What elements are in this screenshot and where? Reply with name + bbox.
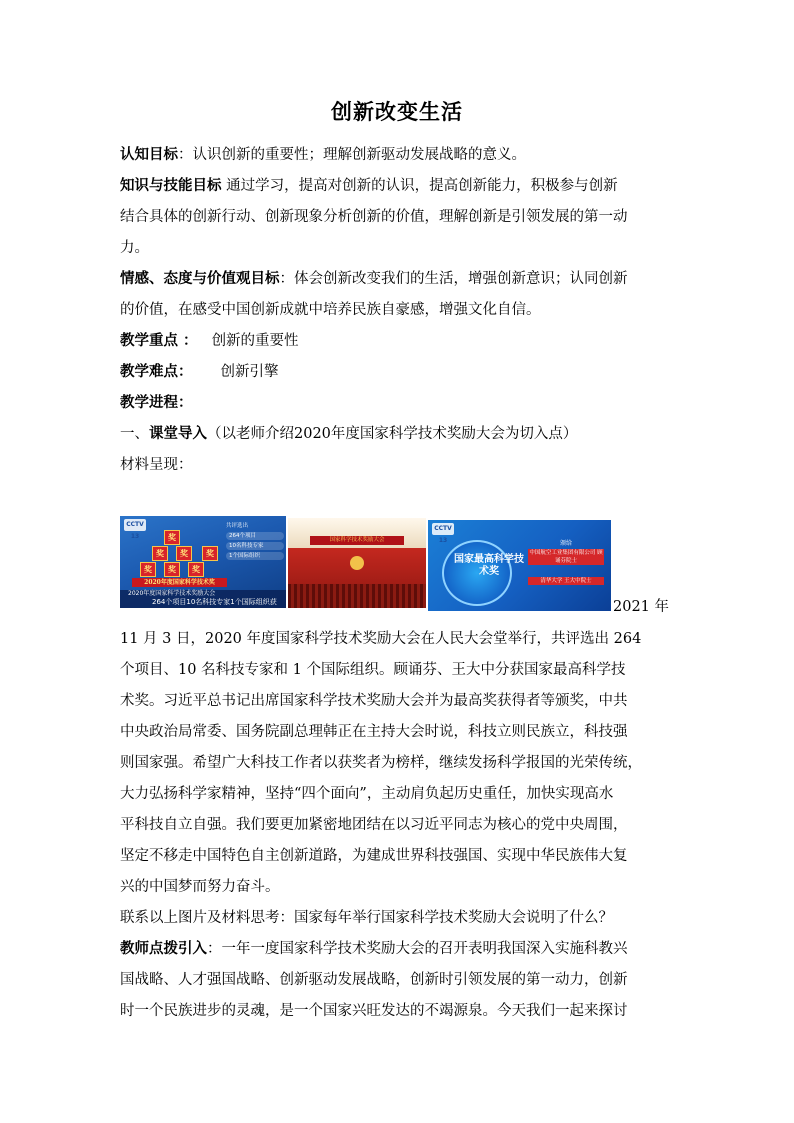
award-caption-line-2: 264个项目10名科技专家1个国际组织获 [152, 598, 277, 606]
section-1-note: （以老师介绍2020年度国家科学技术奖励大会为切入点） [207, 426, 578, 442]
award-caption-line-1: 2020年度国家科学技术奖励大会 [128, 590, 216, 597]
body-line-3: 术奖。习近平总书记出席国家科学技术奖励大会并为最高奖获得者等颁奖，中共 [120, 693, 628, 709]
teacher-guidance-line-1: ：一年一度国家科学技术奖励大会的召开表明我国深入实施科教兴 [207, 941, 628, 957]
emotion-goal-label: 情感、态度与价值观目标 [120, 270, 280, 287]
emotion-goal [120, 270, 676, 288]
key-point [120, 332, 676, 350]
body-line-9: 兴的中国梦而努力奋斗。 [120, 879, 280, 895]
award-stat-item: 1个国际组织 [226, 552, 284, 560]
teacher-guidance [120, 940, 676, 958]
award-banner: 2020年度国家科学技术奖 [132, 578, 227, 587]
recipients-head: 颁给 [559, 540, 572, 547]
body-line-0: 2021 年 [613, 599, 670, 615]
cctv-logo: CCTV 13 [432, 523, 454, 535]
teacher-guidance-line-3: 时一个民族进步的灵魂，是一个国家兴旺发达的不竭源泉。今天我们一起来探讨 [120, 1003, 628, 1019]
hall-seats [288, 584, 426, 608]
award-stamp-icon: 奖 [152, 546, 168, 561]
section-1-heading [120, 425, 676, 443]
process-label: 教学进程： [120, 394, 193, 411]
body-line-5: 则国家强。希望广大科技工作者以获奖者为榜样，继续发扬科学报国的光荣传统， [120, 755, 642, 771]
top-award-image [428, 520, 611, 611]
skill-goal-text-2: 结合具体的创新行动、创新现象分析创新的价值，理解创新是引领发展的第一动 [120, 209, 628, 225]
teacher-guidance-line-2: 国战略、人才强国战略、创新驱动发展战略，创新时引领发展的第一动力，创新 [120, 972, 628, 988]
award-stamp-icon: 奖 [176, 546, 192, 561]
difficulty [120, 363, 676, 381]
cognitive-goal [120, 146, 676, 164]
hall-ceiling [288, 518, 426, 552]
national-emblem-icon [350, 556, 364, 570]
key-point-text: 创新的重要性 [211, 333, 299, 349]
award-stat-item: 264个项目 [226, 532, 284, 540]
skill-goal-text-1: 通过学习，提高对创新的认识，提高创新能力，积极参与创新 [221, 178, 618, 194]
award-stats-panel [226, 522, 284, 560]
body-line-7: 平科技自立自强。我们要更加紧密地团结在以习近平同志为核心的党中央周围， [120, 817, 628, 833]
section-1-label: 课堂导入 [149, 425, 207, 442]
skill-goal-text-3: 力。 [120, 240, 149, 256]
material-label: 材料呈现： [120, 457, 193, 473]
skill-goal [120, 177, 676, 195]
award-recipients-box [528, 538, 604, 600]
body-line-8: 坚定不移走中国特色自主创新道路，为建成世界科技强国、实现中华民族伟大复 [120, 848, 628, 864]
emotion-goal-text-1: ：体会创新改变我们的生活，增强创新意识；认同创新 [279, 271, 628, 287]
question-text: 联系以上图片及材料思考：国家每年举行国家科学技术奖励大会说明了什么？ [120, 910, 613, 926]
emotion-goal-text-2: 的价值，在感受中国创新成就中培养民族自豪感，增强文化自信。 [120, 302, 541, 318]
award-stats-head: 共评选出 [226, 523, 249, 529]
teacher-guidance-label: 教师点拨引入 [120, 940, 207, 957]
cognitive-goal-label: 认知目标 [120, 146, 178, 163]
difficulty-text: 创新引擎 [220, 364, 279, 380]
recipient-2: 清华大学 王大中院士 [528, 577, 604, 585]
key-point-label: 教学重点 ： [120, 332, 198, 349]
award-stamp-icon: 奖 [164, 530, 180, 545]
recipient-1: 中国航空工业集团有限公司 顾诵芬院士 [529, 550, 603, 564]
award-stats-image [120, 516, 286, 608]
award-stat-item: 10名科技专家 [226, 542, 284, 550]
difficulty-label: 教学难点： [120, 363, 193, 380]
document-title: 创新改变生活 [331, 99, 463, 124]
body-line-1: 11 月 3 日，2020 年度国家科学技术奖励大会在人民大会堂举行，共评选出 264 [120, 631, 642, 647]
hall-banner: 国家科学技术奖励大会 [310, 536, 404, 545]
body-line-4: 中央政治局常委、国务院副总理韩正在主持大会时说，科技立则民族立，科技强 [120, 724, 628, 740]
award-caption [120, 590, 286, 608]
body-line-6: 大力弘扬科学家精神，坚持“四个面向”，主动肩负起历史重任，加快实现高水 [120, 786, 614, 802]
award-stamp-icon: 奖 [140, 562, 156, 577]
section-1-prefix: 一、 [120, 426, 149, 442]
skill-goal-label: 知识与技能目标 [120, 177, 222, 194]
award-stamp-icon: 奖 [202, 546, 218, 561]
body-line-2: 个项目、10 名科技专家和 1 个国际组织。顾诵芬、王大中分获国家最高科学技 [120, 662, 626, 678]
cctv-logo: CCTV 13 [124, 519, 146, 531]
award-circle-text: 国家最高科学技术奖 [454, 554, 524, 577]
cognitive-goal-text: ：认识创新的重要性；理解创新驱动发展战略的意义。 [178, 147, 526, 163]
award-stamp-icon: 奖 [188, 562, 204, 577]
great-hall-image [288, 518, 426, 608]
award-stamp-icon: 奖 [164, 562, 180, 577]
